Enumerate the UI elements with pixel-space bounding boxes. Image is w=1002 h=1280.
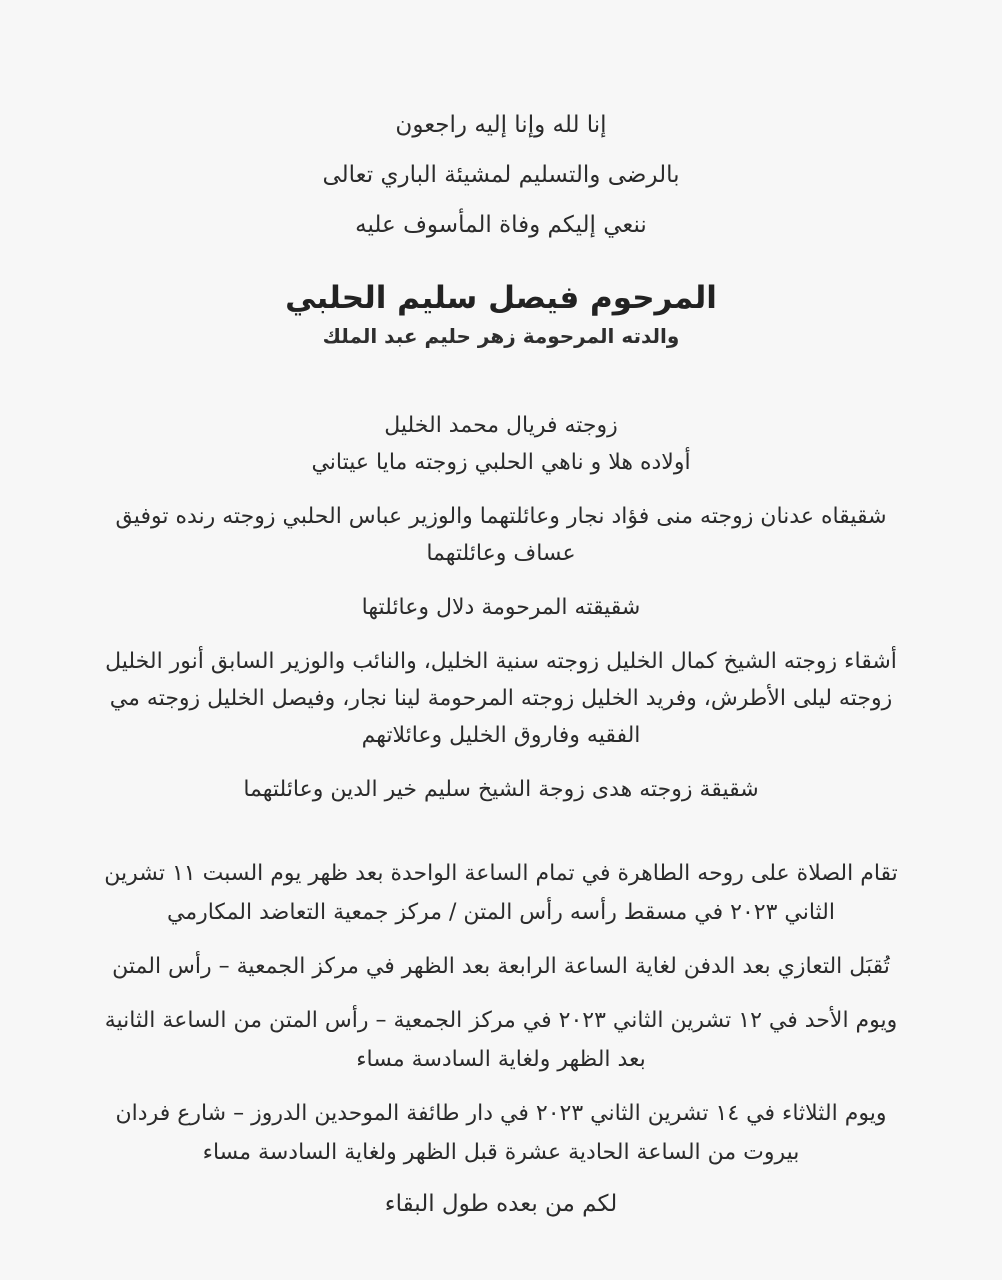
prayer-line: تقام الصلاة على روحه الطاهرة في تمام الساعة الواحدة بعد ظهر يوم السبت ١١ تشرين الثاني ٢٠٢٣ في مسقط رأسه رأس المتن / مركز جمعية التعاضد المكارمي xyxy=(104,860,898,925)
submission-line: بالرضى والتسليم لمشيئة الباري تعالى xyxy=(322,162,680,188)
announcement-line: ننعي إليكم وفاة المأسوف عليه xyxy=(355,212,647,238)
children-line: أولاده هلا و ناهي الحلبي زوجته مايا عيتاني xyxy=(311,449,691,475)
family-section xyxy=(100,407,902,808)
istirja-line: إنا لله وإنا إليه راجعون xyxy=(395,112,607,138)
condolences-after-burial-line: تُقبَل التعازي بعد الدفن لغاية الساعة الرابعة بعد الظهر في مركز الجمعية – رأس المتن xyxy=(112,953,890,979)
brothers-line: شقيقاه عدنان زوجته منى فؤاد نجار وعائلتهما والوزير عباس الحلبي زوجته رنده توفيق عساف وعائلتهما xyxy=(115,503,887,566)
wifes-brothers-line: أشقاء زوجته الشيخ كمال الخليل زوجته سنية الخليل، والنائب والوزير السابق أنور الخليل زوجته ليلى الأطرش، وفريد الخليل زوجته المرحومة لينا نجار، وفيصل الخليل زوجته مي الفقيه وفاروق الخليل وعائلاتهم xyxy=(105,648,897,748)
arrangements-section xyxy=(100,854,902,1172)
condolences-sunday-line: ويوم الأحد في ١٢ تشرين الثاني ٢٠٢٣ في مركز الجمعية – رأس المتن من الساعة الثانية بعد الظهر ولغاية السادسة مساء xyxy=(104,1007,898,1072)
wife-line: زوجته فريال محمد الخليل xyxy=(384,412,618,438)
closing-line: لكم من بعده طول البقاء xyxy=(384,1190,618,1217)
sister-line: شقيقته المرحومة دلال وعائلتها xyxy=(361,594,641,620)
wifes-sister-line: شقيقة زوجته هدى زوجة الشيخ سليم خير الدين وعائلتهما xyxy=(243,776,759,802)
opening-section xyxy=(100,100,902,250)
condolences-tuesday-line: ويوم الثلاثاء في ١٤ تشرين الثاني ٢٠٢٣ في دار طائفة الموحدين الدروز – شارع فردان بيروت من الساعة الحادية عشرة قبل الظهر ولغاية السادسة مساء xyxy=(115,1100,887,1165)
deceased-name: المرحوم فيصل سليم الحلبي xyxy=(285,280,717,316)
mother-name-line: والدته المرحومة زهر حليم عبد الملك xyxy=(322,323,680,348)
